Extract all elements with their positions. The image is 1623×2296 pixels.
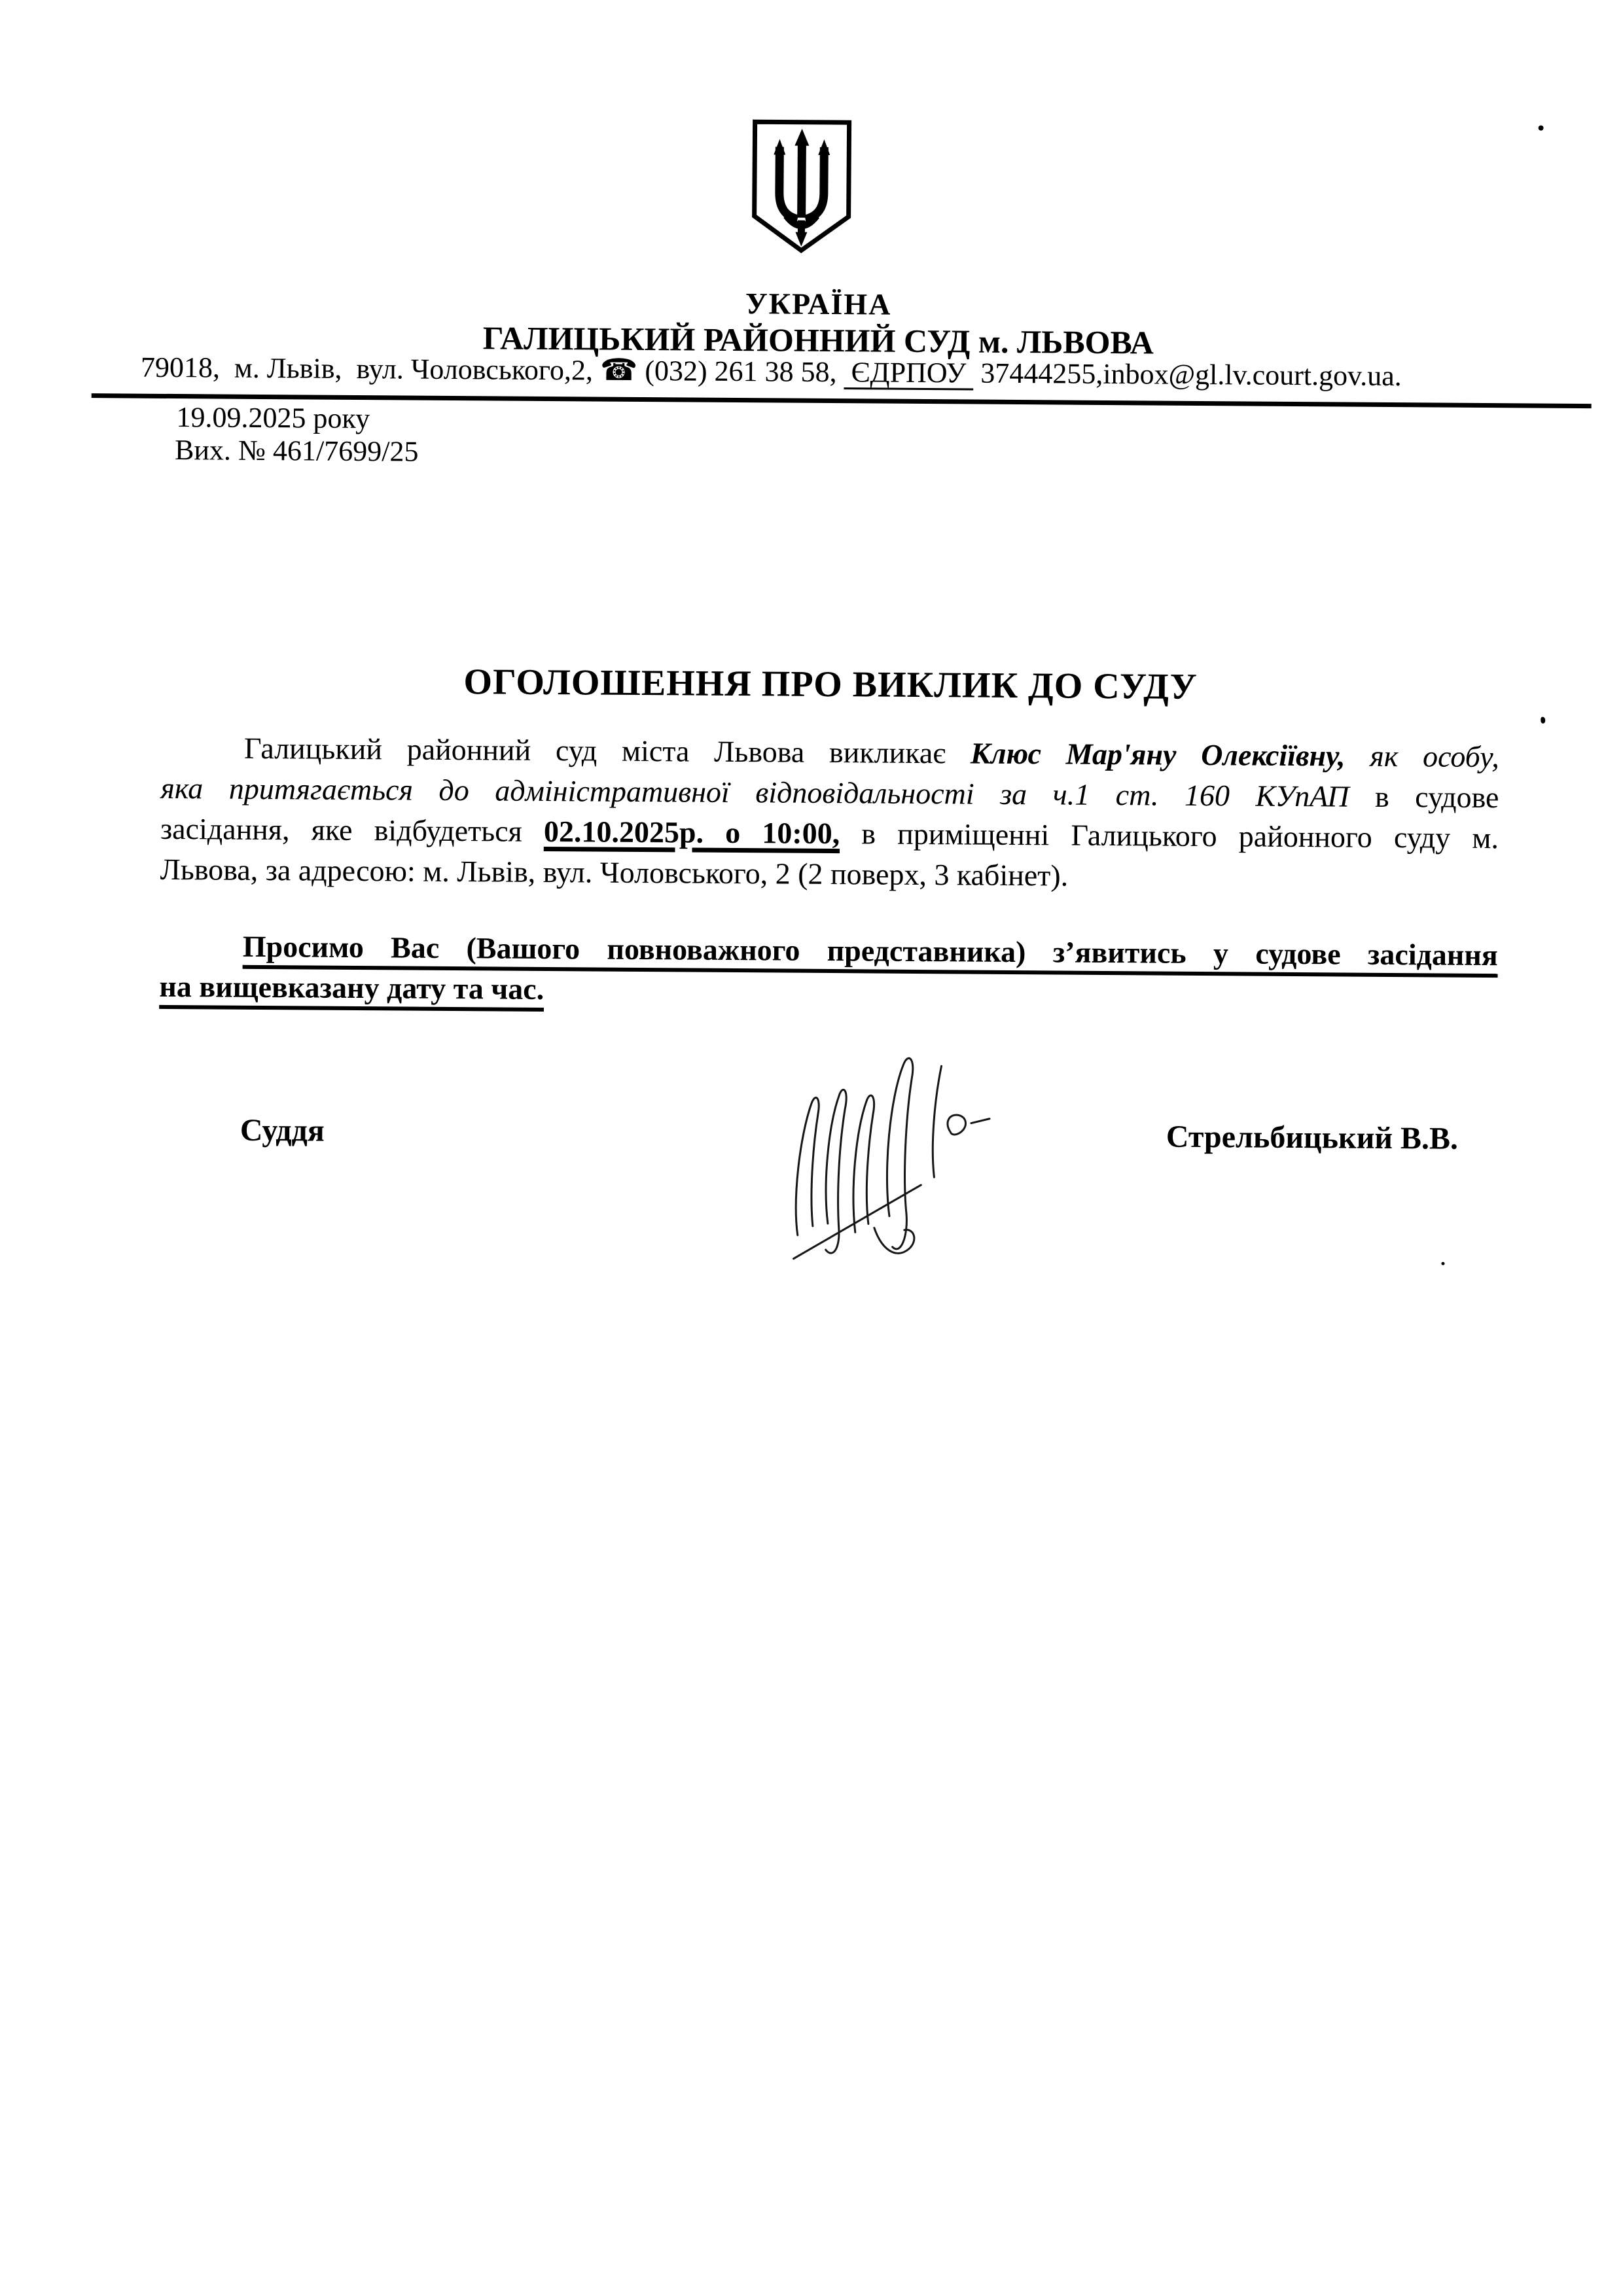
request-line2-text: на вищевказану дату та час. <box>159 969 544 1006</box>
p1l1-text: Галицький районний суд міста Львова викликає <box>243 731 971 770</box>
ukraine-tryzub-coat-of-arms-icon <box>749 119 854 255</box>
summoned-person-name: Клюс Мар'яну Олексіївну, <box>970 736 1346 773</box>
offense-article-text: яка притягається до адміністративної відповідальності за ч.1 ст. 160 КУпАП <box>160 771 1349 813</box>
judge-signature-scrawl <box>740 1038 1003 1266</box>
address-phone-number: (032) 261 38 58, <box>637 354 844 389</box>
judge-name: Стрельбицький В.В. <box>1166 1119 1459 1156</box>
body-paragraph1-line4 <box>160 849 1498 899</box>
scan-speck <box>1539 126 1544 131</box>
address-edrpou-email: 37444255,inbox@gl.lv.court.gov.ua. <box>973 357 1402 393</box>
p1l3-text: засідання, яке відбудеться <box>160 811 544 848</box>
document-title: ОГОЛОШЕННЯ ПРО ВИКЛИК ДО СУДУ <box>463 662 1198 707</box>
hearing-date-time: 02.10.2025р. о 10:00, <box>543 814 840 851</box>
court-name: ГАЛИЦЬКИЙ РАЙОННИЙ СУД м. ЛЬВОВА <box>482 319 1154 361</box>
request-line1-text: Просимо Вас (Вашого повноважного представника) з’явитись у судове засідання <box>242 929 1498 972</box>
edrpou-label: ЄДРПОУ <box>844 356 974 389</box>
request-paragraph-line2 <box>159 966 1497 1016</box>
country-name: УКРАЇНА <box>745 287 892 321</box>
p1l3-tail: в приміщенні Галицького районного суду м. <box>840 817 1499 855</box>
scan-speck <box>1441 1262 1444 1265</box>
scan-speck <box>1541 717 1545 724</box>
address-part1: 79018, м. Львів, вул. Чоловського,2, <box>140 351 601 387</box>
document-date: 19.09.2025 року <box>176 401 370 435</box>
judge-role-label: Суддя <box>240 1112 325 1148</box>
p1l1-italic-tail: як особу, <box>1345 739 1500 774</box>
telephone-icon: ☎ <box>599 353 638 387</box>
outgoing-ref-number: Вих. № 461/7699/25 <box>174 434 419 468</box>
p1l2-tail: в судове <box>1349 779 1499 815</box>
hearing-address: Львова, за адресою: м. Львів, вул. Чоловського, 2 (2 поверх, 3 кабінет). <box>160 852 1069 892</box>
